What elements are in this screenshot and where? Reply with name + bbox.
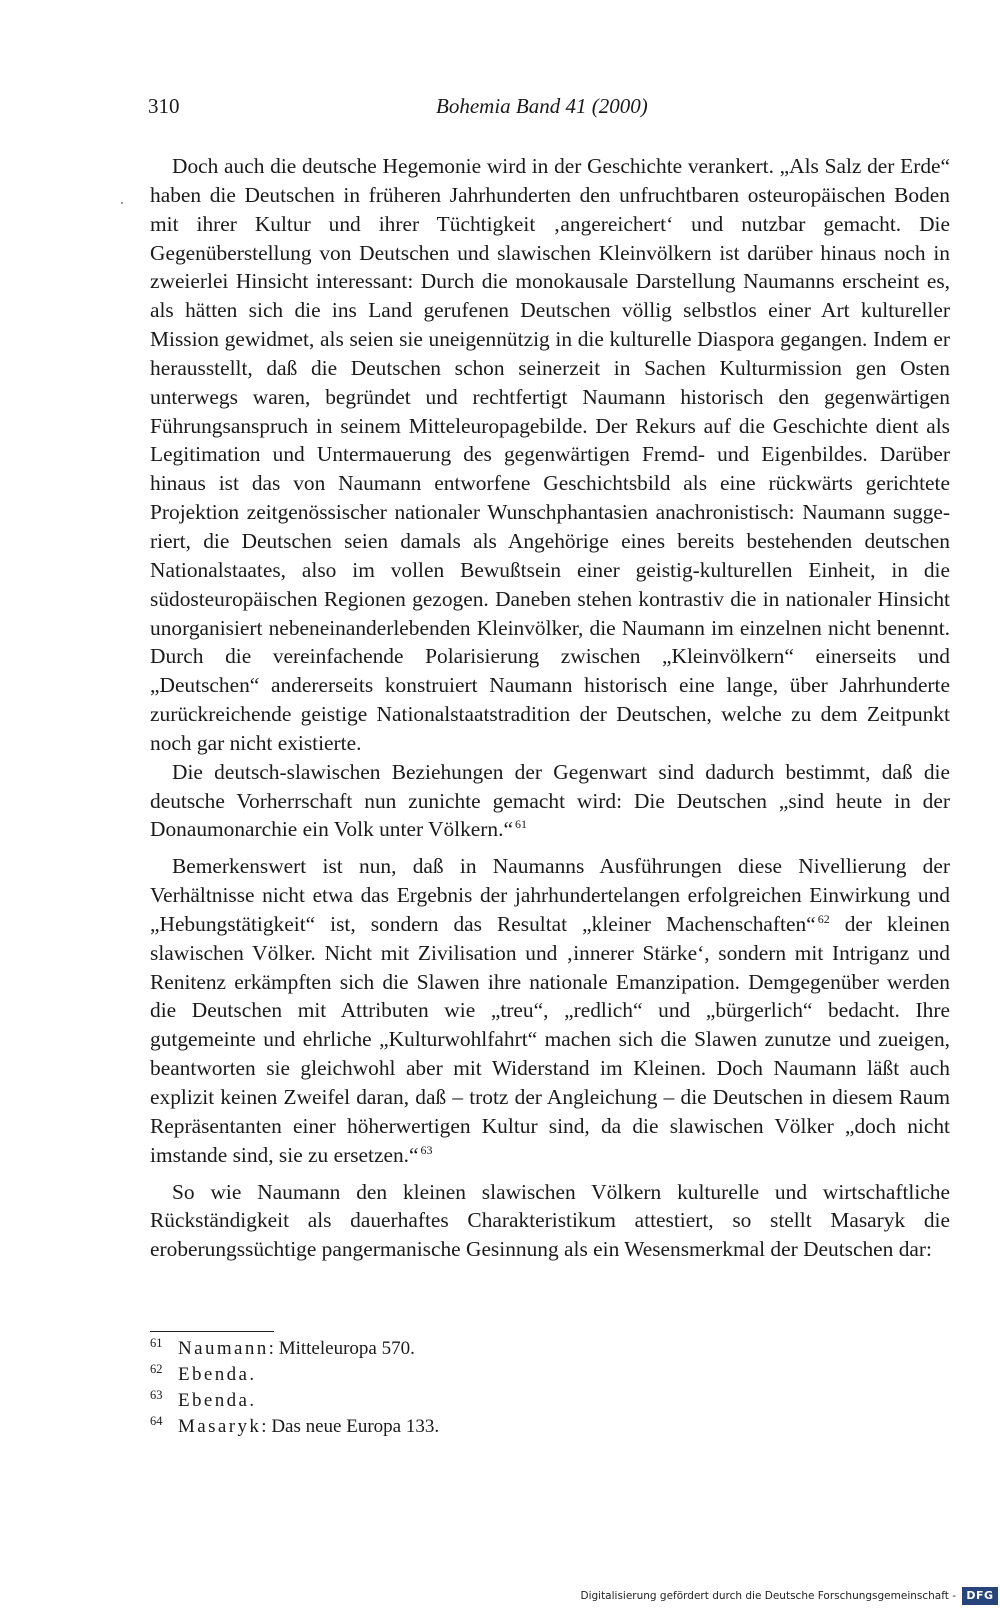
- paragraph-3-text-part-1: Bemerkenswert ist nun, daß in Naumanns Ausführungen diese Nivellierung der Verhältnisse nicht etwa das Ergebnis der jahrhundertelangen erfolgreichen Einwirkung und „Hebungstätigkeit“ ist, sondern das Resultat „kleiner Machenschaften“: [150, 854, 950, 936]
- footnote-number: 61: [150, 1336, 163, 1350]
- paragraph-1: [150, 152, 950, 758]
- footnote-number: 63: [150, 1388, 163, 1402]
- footnote-citation: : Das neue Europa 133.: [261, 1416, 440, 1437]
- footnote-ref-63[interactable]: 63: [420, 1142, 433, 1157]
- page-header: [148, 94, 948, 124]
- footnote-ref-61[interactable]: 61: [514, 817, 527, 832]
- footnote-text: [178, 1414, 439, 1440]
- page-number: 310: [148, 94, 180, 118]
- footnote-text: [178, 1362, 254, 1388]
- footnote-separator: [150, 1331, 274, 1332]
- footnote-62: [150, 1362, 950, 1388]
- footnote-61: [150, 1336, 950, 1362]
- footnote-author: Ebenda: [178, 1364, 250, 1385]
- paragraph-2: [150, 758, 950, 845]
- footnote-text: [178, 1336, 415, 1362]
- paragraph-2-text: Die deutsch-slawischen Beziehungen der Gegenwart sind dadurch bestimmt, daß die deutsche Vorherrschaft nun zunichte gemacht wird: Die Deutschen „sind heute in der Donaumonarchie ein Volk unter Völkern.“: [150, 759, 950, 842]
- footnote-author: Ebenda: [178, 1390, 250, 1411]
- footnote-citation: : Mitteleuropa 570.: [268, 1338, 415, 1359]
- paragraph-3-text-part-2: der kleinen slawischen Völker. Nicht mit Zivilisation und ‚innerer Stärke‘, sondern mit Intriganz und Renitenz erkämpften sich die Slawen ihre nationale Emanzipation. Demgegenüber werden die Deutschen mit Attributen wie „treu“, „redlich“ und „bürgerlich“ bedacht. Ihre gutgemeinte und ehrliche „Kulturwohlfahrt“ machen sich die Slawen zunutze und zueigen, beantworten sie gleichwohl aber mit Widerstand im Kleinen. Doch Naumann läßt auch explizit keinen Zweifel daran, daß – trotz der Angleichung – die Deutschen in diesem Raum Repräsentanten einer höherwertigen Kultur sind, da die slawischen Völker „doch nicht imstande sind, sie zu ersetzen.“: [150, 911, 950, 1167]
- footnote-citation: .: [249, 1364, 255, 1385]
- paragraph-3: [150, 852, 950, 1169]
- footnote-author: Masaryk: [178, 1416, 262, 1437]
- footnote-citation: .: [249, 1390, 255, 1411]
- footnote-number: 62: [150, 1362, 163, 1376]
- main-text: [150, 152, 950, 1264]
- paragraph-4: [150, 1178, 950, 1265]
- footnote-64: [150, 1414, 950, 1440]
- footnote-text: [178, 1388, 254, 1414]
- footnotes: [150, 1336, 950, 1440]
- footnote-ref-62[interactable]: 62: [817, 911, 830, 926]
- dfg-logo: DFG: [962, 1587, 998, 1605]
- footnote-number: 64: [150, 1414, 163, 1428]
- scan-speck: [121, 202, 123, 204]
- footnote-63: [150, 1388, 950, 1414]
- paragraph-1-text: Doch auch die deutsche Hegemonie wird in der Geschichte verankert. „Als Salz der Erde“ haben die Deutschen in früheren Jahrhunderten den unfruchtbaren osteuropäischen Boden mit ihrer Kultur und ihrer Tüchtigkeit ‚angereichert‘ und nutzbar gemacht. Die Gegenüberstellung von Deutschen und slawischen Kleinvölkern ist darüber hinaus noch in zweierlei Hinsicht interessant: Durch die monokausale Darstellung Naumanns erscheint es, als hätten sich die ins Land gerufenen Deutschen völlig selbstlos einer Art kultureller Mission gewidmet, als seien sie uneigennützig in die kulturelle Diaspora gegangen. Indem er herausstellt, daß die Deutschen schon seinerzeit in Sachen Kulturmission gen Osten unterwegs waren, begründet und rechtfertigt Naumann historisch den gegenwärtigen Führungsanspruch in seinem Mitteleuropagebilde. Der Rekurs auf die Geschichte dient als Legitimation und Untermauerung des gegenwärtigen Fremd- und Eigenbildes. Darüber hinaus ist das von Naumann entworfene Geschichtsbild als eine rückwärts gerichtete Projektion zeitgenössischer nationaler Wunschphantasien anachronistisch: Naumann suggeriert, die Deutschen seien damals als Angehörige eines bereits bestehenden deutschen Nationalstaates, also im vollen Bewußtsein einer geistig-kulturellen Einheit, in die südosteuropäischen Regionen gezogen. Daneben stehen kontrastiv die in nationaler Hinsicht unorganisiert nebeneinanderlebenden Kleinvölker, die Naumann im einzelnen nicht benennt. Durch die vereinfachende Polarisierung zwischen „Kleinvölkern“ einerseits und „Deutschen“ andererseits konstruiert Naumann historisch eine lange, über Jahrhunderte zurückreichende geistige Nationalstaatstradition der Deutschen, welche zu dem Zeitpunkt noch gar nicht existierte.: [150, 154, 950, 755]
- running-title: Bohemia Band 41 (2000): [436, 94, 648, 118]
- footnote-author: Naumann: [178, 1338, 269, 1359]
- paragraph-4-text: So wie Naumann den kleinen slawischen Völkern kulturelle und wirtschaftliche Rückständigkeit als dauerhaftes Charakteristikum attestiert, so stellt Masaryk die eroberungssüchtige pangermanische Gesinnung als ein Wesensmerkmal der Deutschen dar:: [150, 1179, 950, 1262]
- digitization-note: Digitalisierung gefördert durch die Deutsche Forschungsgemeinschaft -: [580, 1590, 956, 1602]
